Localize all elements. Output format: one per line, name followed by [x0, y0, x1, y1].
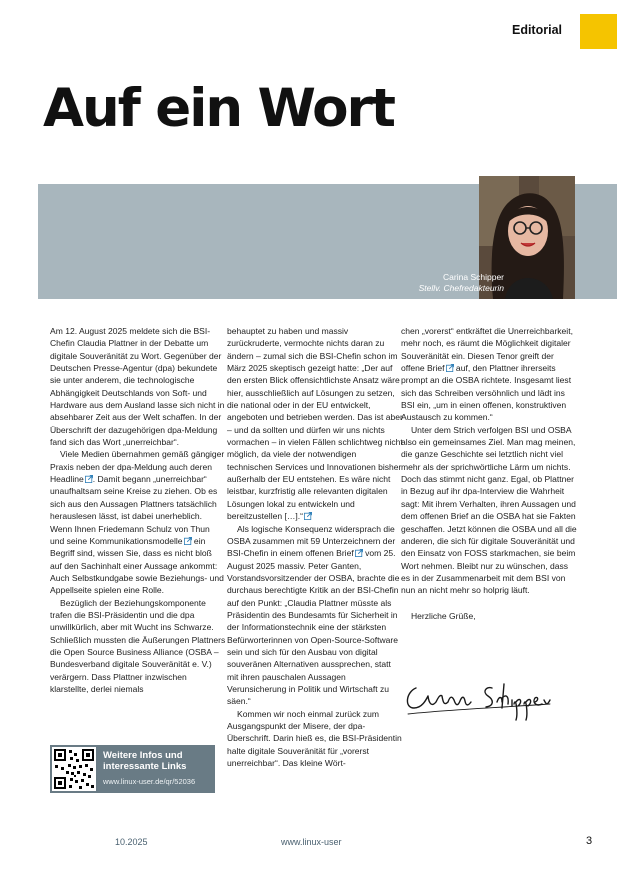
paragraph-text: Als logische Konsequenz widersprach die OSBA zusammen mit 59 Unterzeichnern der BSI-Chefin in einem offenen Brief: [227, 523, 396, 559]
greeting: Herzliche Grüße,: [411, 610, 476, 621]
paragraph-text: ein Begriff sind, wissen Sie, dass es nicht bloß auf den Sachinhalt einer Aussage ankommt: Auch Selbstkundgabe sowie Beziehungs- und Appellseite spielen eine Rolle.: [50, 535, 224, 596]
section-label: Editorial: [511, 23, 562, 37]
text-column-3: [401, 325, 577, 622]
page-title: Auf ein Wort: [43, 78, 395, 139]
text-column-1: [50, 325, 226, 695]
author-caption: [419, 272, 504, 294]
paragraph-text: auf, den Plattner ihrerseits prompt an die OSBA richtete. Insgesamt liest sich das Schreiben versöhnlich und lädt ins BSI ein, „um in einen offenen, konstruktiven Austausch zu kommen.“: [401, 363, 572, 423]
paragraph-text: chen „vorerst“ entkräftet die Unerreichbarkeit, mehr noch, es räumt die Möglichkeit digitaler Souveränität ein. Diesen Tenor greift der offene Brief: [401, 326, 573, 374]
info-box-url[interactable]: www.linux-user.de/qr/52036: [103, 777, 196, 786]
footer-url[interactable]: www.linux-user: [281, 837, 342, 847]
paragraph: Unter dem Strich verfolgen BSI und OSBA also ein gemeinsames Ziel. Man mag meinen, die ganze Geschichte sei letztlich nicht viel mehr als der sprichwörtliche Lärm um nichts. Doch das stimmt nicht ganz. Egal, ob Plattner in Bezug auf ihr dpa-Interview die Wahrheit sagt: Mit ihrem Verhalten, ihren Aussagen und dem offenen Brief an die OSBA hat sie Fakten geschaffen. Jetzt können die OSBA und all die anderen, die sich für digitale Souveränität und den Einsatz von FOSS starkmachen, sie beim Wort nehmen. Bleibt nur zu wünschen, dass es in der Zusammenarbeit mit dem BSI von nun an nicht mehr so holprig läuft.: [401, 424, 577, 596]
qr-code-icon[interactable]: [52, 747, 96, 791]
external-link-icon[interactable]: [304, 512, 312, 520]
paragraph-text: Viele Medien übernahmen gemäß gängiger Praxis neben der dpa-Meldung auch deren Headline: [50, 449, 225, 485]
external-link-icon[interactable]: [355, 549, 363, 557]
external-link-icon[interactable]: [85, 475, 93, 483]
paragraph: [401, 325, 577, 424]
paragraph: [50, 448, 226, 596]
paragraph: Kommen wir noch einmal zurück zum Ausgangspunkt der Misere, der dpa-Überschrift. Darin hieß es, die BSI-Präsidentin halte digitale Souveränität für „vorerst unerreichbar“. Das kleine Wört-: [227, 708, 402, 769]
signature-image: [402, 674, 552, 724]
qr-code-graphic: [52, 747, 96, 791]
external-link-icon[interactable]: [446, 364, 454, 372]
paragraph: [227, 523, 403, 708]
signature-icon: [402, 674, 552, 724]
page-number: 3: [586, 835, 593, 847]
footer-issue: 10.2025: [115, 837, 148, 847]
author-name: Carina Schipper: [443, 272, 504, 282]
section-color-tab: [580, 14, 617, 49]
paragraph: Am 12. August 2025 meldete sich die BSI-Chefin Claudia Plattner in der Debatte um digitale Souveränität zu Wort. Gegenüber der Deutschen Presse-Agentur (dpa) bekundete sie unter anderem, die technologische Abhängigkeit Deutschlands von Soft- und Hardware aus dem Ausland lasse sich nicht in absehbarer Zeit aus der Welt schaffen. In der Überschrift der dazugehörigen dpa-Meldung fand sich das Wort „unerreichbar“.: [50, 326, 225, 448]
paragraph-text: vom 25. August 2025 massiv. Peter Ganten, Vorstandsvorsitzender der OSBA, brachte die durchaus berechtigte Kritik an der BSI-Chefin auf den Punkt: „Claudia Plattner müsste als Präsidentin des Bundesamts für Sicherheit in der Informationstechnik eine der stärksten Befürworterinnen von Open-Source-Software sein und sich für den Ausbau von digital souveränen Alternativen aussprechen, statt mit ihren pauschalen Aussagen Verunsicherung in Politik und Wirtschaft zu säen.“: [227, 548, 400, 707]
author-role: Stellv. Chefredakteurin: [418, 283, 504, 293]
info-box[interactable]: [50, 745, 215, 793]
paragraph-text: . Damit begann „unerreichbar“ unaufhaltsam seine Kreise zu ziehen. Ob es sich aus den Aussagen Plattners tatsächlich herauslesen lässt, ist dabei unerheblich. Wenn Ihnen Friedemann Schulz von Thun und seine Kommunikationsmodelle: [50, 474, 218, 546]
paragraph-text: behauptet zu haben und massiv zurückruderte, vermochte nichts daran zu ändern – zumal sich die BSI-Chefin schon im März 2025 skeptisch gezeigt hatte: „Der auf den ersten Blick offensichtlichste Ansatz wäre hier, ausschließlich auf Lösungen zu setzen, die national oder in der EU entwickelt, angeboten und betrieben werden. Das ist aber – und da sollten und dürfen wir uns nichts vormachen – in vielen Fällen schlichtweg nicht möglich, da viele der notwendigen technischen Services und Innovationen bisher außerhalb der EU entstehen. Es wäre nicht leistbar, kurzfristig alle relevanten digitalen Lösungen lokal zu entwickeln und bereitzustellen […].“: [227, 326, 403, 522]
spacer: [401, 597, 577, 610]
text-column-2: [227, 325, 403, 769]
external-link-icon[interactable]: [184, 537, 192, 545]
info-box-title: Weitere Infos und interessante Links: [103, 750, 187, 772]
paragraph: [227, 325, 403, 523]
paragraph: Bezüglich der Beziehungskomponente trafen die BSI-Präsidentin und die dpa unwillkürlich, aber mit Wucht ins Schwarze. Schließlich mussten die Äußerungen Plattners die Open Source Business Alliance (OSBA – Bundesverband digitale Souveränität e. V.) verärgern. Dass Plattner inzwischen klarstellte, derlei niemals: [50, 597, 226, 694]
